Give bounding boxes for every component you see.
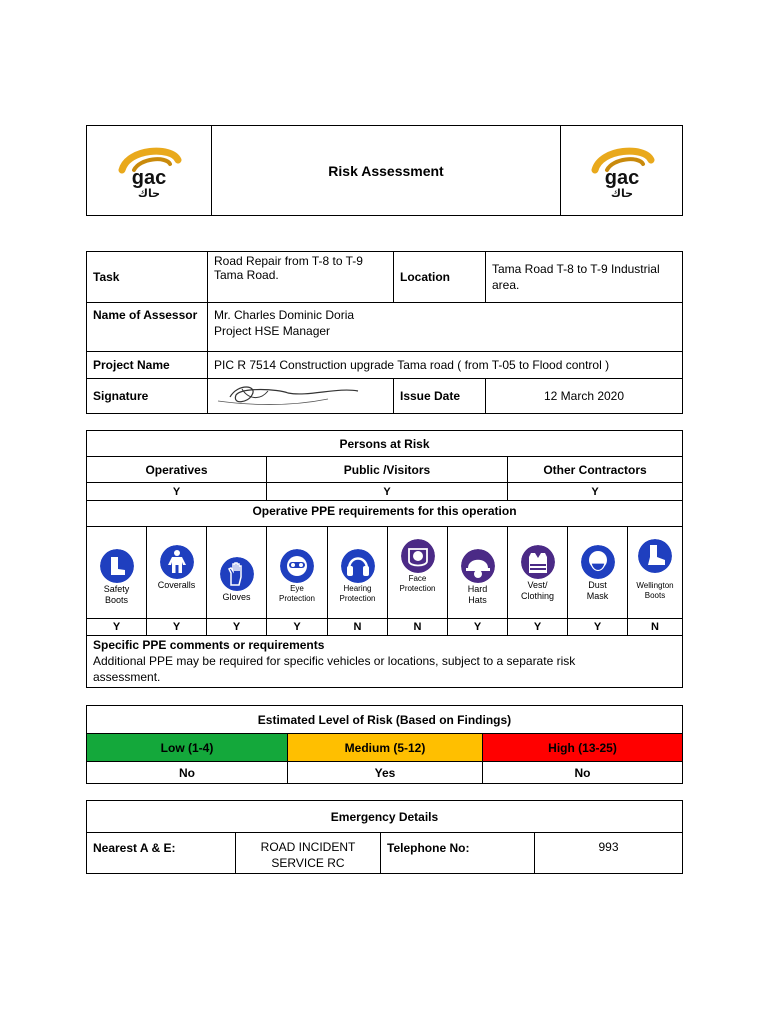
ppe-label-mask: Mask bbox=[586, 591, 609, 602]
ppe-item-eye-protection bbox=[267, 527, 328, 618]
ppe-value-wellington-boots: N bbox=[628, 618, 683, 635]
phone-label: Telephone No: bbox=[381, 833, 535, 874]
logo-text: gac bbox=[131, 166, 167, 189]
ppe-label-hearing: Hearing bbox=[343, 584, 372, 594]
location-value-line1: Tama Road T-8 to T-9 Industrial bbox=[492, 262, 660, 276]
ppe-label-hard: Hard bbox=[467, 584, 488, 595]
persons-ppe-table bbox=[86, 430, 683, 688]
ppe-label-dust: Dust bbox=[588, 580, 607, 591]
task-value bbox=[208, 252, 394, 303]
ppe-label-hats: Hats bbox=[468, 595, 487, 606]
ppe-label-safety: Safety bbox=[103, 584, 130, 595]
ppe-comments-line2: assessment. bbox=[93, 669, 161, 684]
ppe-comments-title: Specific PPE comments or requirements bbox=[93, 637, 325, 652]
risk-value-medium: Yes bbox=[288, 762, 483, 784]
coveralls-icon bbox=[160, 545, 194, 579]
assessor-value bbox=[208, 303, 683, 352]
ppe-value-dust-mask: Y bbox=[568, 618, 628, 635]
ppe-value-safety-boots: Y bbox=[87, 618, 147, 635]
persons-title: Persons at Risk bbox=[87, 431, 683, 457]
ppe-label-face: Face bbox=[408, 574, 427, 584]
logo-text: gac bbox=[604, 166, 639, 189]
logo-arabic: جاك bbox=[137, 186, 161, 198]
eye-protection-icon bbox=[280, 549, 314, 583]
ppe-label-clothing: Clothing bbox=[520, 591, 555, 602]
issue-date-label: Issue Date bbox=[394, 379, 486, 414]
location-value bbox=[486, 252, 683, 303]
ppe-item-safety-boots bbox=[87, 527, 147, 618]
persons-value-operatives: Y bbox=[87, 483, 267, 501]
ppe-label-coveralls: Coveralls bbox=[157, 580, 196, 591]
risk-level-high: High (13-25) bbox=[483, 734, 683, 762]
risk-value-high: No bbox=[483, 762, 683, 784]
project-value: PIC R 7514 Construction upgrade Tama road ( from T-05 to Flood control ) bbox=[208, 352, 683, 379]
ppe-value-gloves: Y bbox=[207, 618, 267, 635]
ppe-label-eye: Eye bbox=[290, 584, 304, 594]
nearest-value-line2: SERVICE RC bbox=[271, 856, 345, 870]
ppe-value-coveralls: Y bbox=[147, 618, 207, 635]
ppe-value-eye-protection: Y bbox=[267, 618, 328, 635]
vest-icon bbox=[521, 545, 555, 579]
issue-date-value: 12 March 2020 bbox=[486, 379, 683, 414]
signature-image bbox=[208, 379, 368, 409]
ppe-item-dust-mask bbox=[568, 527, 628, 618]
ppe-item-hard-hats bbox=[448, 527, 508, 618]
project-label: Project Name bbox=[87, 352, 208, 379]
ppe-label-face-protection: Protection bbox=[399, 584, 436, 594]
emergency-table bbox=[86, 800, 683, 873]
gac-logo-right bbox=[567, 128, 676, 213]
persons-value-contractors: Y bbox=[508, 483, 683, 501]
risk-level-low: Low (1-4) bbox=[87, 734, 288, 762]
ppe-item-face-protection bbox=[388, 527, 448, 618]
header-table bbox=[86, 125, 683, 216]
ppe-label-hearing-protection: Protection bbox=[339, 594, 376, 604]
task-value-line1: Road Repair from T-8 to T-9 bbox=[214, 254, 363, 268]
assessor-title: Project HSE Manager bbox=[214, 324, 331, 338]
info-table bbox=[86, 251, 683, 413]
nearest-value-line1: ROAD INCIDENT bbox=[260, 840, 356, 854]
location-value-line2: area. bbox=[492, 278, 520, 292]
ppe-comments bbox=[87, 635, 683, 687]
emergency-title: Emergency Details bbox=[87, 801, 683, 833]
nearest-label: Nearest A & E: bbox=[87, 833, 236, 874]
ppe-label-wellington: Wellington bbox=[636, 581, 674, 591]
dust-mask-icon bbox=[581, 545, 615, 579]
ppe-item-hearing-protection bbox=[328, 527, 388, 618]
location-label: Location bbox=[394, 252, 486, 303]
phone-value: 993 bbox=[535, 833, 683, 874]
persons-col-operatives: Operatives bbox=[87, 457, 267, 483]
ppe-label-vest: Vest/ bbox=[527, 580, 548, 591]
ppe-value-hearing-protection: N bbox=[328, 618, 388, 635]
assessor-name: Mr. Charles Dominic Doria bbox=[214, 308, 355, 322]
ppe-item-coveralls bbox=[147, 527, 207, 618]
persons-value-public: Y bbox=[267, 483, 508, 501]
gloves-icon bbox=[220, 557, 254, 591]
logo-arabic: جاك bbox=[610, 186, 633, 198]
ppe-label-boots: Boots bbox=[104, 595, 128, 606]
signature-label: Signature bbox=[87, 379, 208, 414]
gac-logo-left bbox=[93, 128, 205, 213]
task-label: Task bbox=[87, 252, 208, 303]
ppe-label-gloves: Gloves bbox=[222, 592, 251, 603]
hard-hat-icon bbox=[461, 549, 495, 583]
safety-boots-icon bbox=[100, 549, 134, 583]
ppe-value-face-protection: N bbox=[388, 618, 448, 635]
ppe-label-wellington-boots: Boots bbox=[644, 591, 666, 601]
ppe-title: Operative PPE requirements for this operation bbox=[87, 501, 683, 527]
ppe-value-vest: Y bbox=[508, 618, 568, 635]
signature-cell bbox=[208, 379, 394, 414]
nearest-value bbox=[236, 833, 381, 874]
persons-col-contractors: Other Contractors bbox=[508, 457, 683, 483]
hearing-protection-icon bbox=[341, 549, 375, 583]
ppe-label-eye-protection: Protection bbox=[278, 594, 316, 604]
wellington-boots-icon bbox=[638, 539, 672, 573]
ppe-item-vest bbox=[508, 527, 568, 618]
ppe-comments-line1: Additional PPE may be required for specific vehicles or locations, subject to a separate risk bbox=[93, 653, 576, 668]
risk-table bbox=[86, 705, 683, 783]
ppe-item-wellington-boots bbox=[628, 527, 683, 618]
left-logo-cell bbox=[87, 126, 212, 216]
right-logo-cell bbox=[561, 126, 683, 216]
ppe-value-hard-hats: Y bbox=[448, 618, 508, 635]
face-protection-icon bbox=[401, 539, 435, 573]
page-title: Risk Assessment bbox=[212, 126, 561, 216]
task-value-line2: Tama Road. bbox=[214, 268, 279, 282]
ppe-item-gloves bbox=[207, 527, 267, 618]
risk-value-low: No bbox=[87, 762, 288, 784]
risk-level-medium: Medium (5-12) bbox=[288, 734, 483, 762]
persons-col-public: Public /Visitors bbox=[267, 457, 508, 483]
assessor-label: Name of Assessor bbox=[87, 303, 208, 352]
risk-title: Estimated Level of Risk (Based on Findings) bbox=[87, 706, 683, 734]
